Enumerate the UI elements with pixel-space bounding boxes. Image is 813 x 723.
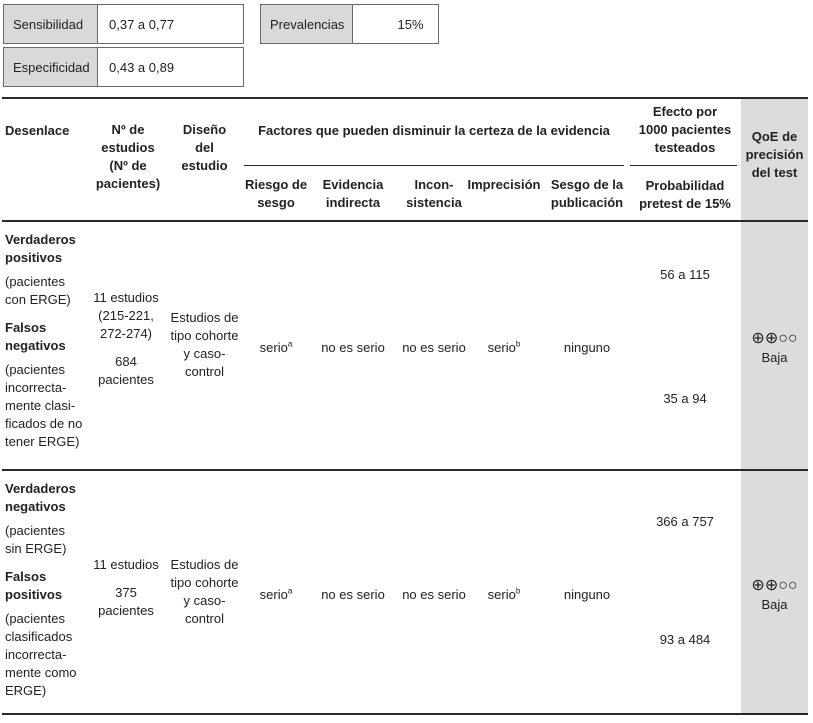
specificity-value: 0,43 a 0,89 [97, 47, 244, 87]
sensitivity-value: 0,37 a 0,77 [97, 4, 244, 44]
row2-publication-bias: ninguno [563, 587, 611, 602]
specificity-label: Especificidad [3, 47, 98, 87]
row1-design: Estudios de tipo cohorte y caso- control [170, 310, 239, 379]
header-pretest: Probabilidad pretest de 15% [639, 178, 731, 211]
table-bottom-rule [2, 713, 808, 715]
row2-outcome: Verdaderos negativos (pacientes sin ERGE) Falsos positivos (pacientes clasificados incorrecta- mente como ERGE) [5, 481, 77, 698]
row1-outcome: Verdaderos positivos (pacientes con ERGE) Falsos negativos (pacientes incorrecta- mente clasi- ficados de no tener ERGE) [5, 232, 83, 449]
row1-publication-bias: ninguno [563, 340, 611, 355]
row1-effect-a: 56 a 115 [660, 267, 710, 282]
factors-underline [244, 165, 624, 166]
row1-risk-of-bias: serio$^a$ [259, 339, 293, 355]
effect-underline [630, 165, 737, 166]
prevalence-label: Prevalencias [260, 4, 353, 44]
header-n-studies: Nº de estudios (Nº de pacientes) [95, 122, 161, 191]
row2-risk-of-bias: serio$^a$ [259, 586, 293, 602]
row2-effect-a: 366 a 757 [656, 514, 714, 529]
header-inconsistency: Incon- sistencia [406, 177, 462, 210]
sensitivity-label: Sensibilidad [3, 4, 98, 44]
row2-design: Estudios de tipo cohorte y caso- control [170, 557, 239, 626]
header-outcome: Desenlace [5, 123, 70, 138]
header-bottom-rule [2, 220, 808, 222]
row2-inconsistency: no es serio [402, 587, 466, 602]
header-factors: Factores que pueden disminuir la certeza de la evidencia [258, 123, 610, 138]
row1-qoe-symbols-icon: ⊕⊕○○ [751, 330, 798, 347]
row2-qoe-label: Baja [761, 597, 788, 612]
header-qoe: QoE de precisión del test [745, 129, 804, 180]
header-effect: Efecto por 1000 pacientes testeados [638, 104, 732, 155]
row2-qoe-symbols-icon: ⊕⊕○○ [751, 577, 798, 594]
table-top-rule [2, 97, 808, 99]
row1-effect-b: 35 a 94 [663, 391, 707, 406]
header-design: Diseño del estudio [181, 122, 228, 173]
row1-studies: 11 estudios (215-221, 272-274) 684 pacientes [93, 290, 159, 387]
row2-studies: 11 estudios 375 pacientes [93, 557, 159, 618]
header-indirectness: Evidencia indirecta [322, 177, 384, 210]
prevalence-value: 15% [352, 4, 439, 44]
row1-imprecision: serio$^b$ [487, 339, 521, 355]
header-risk-of-bias: Riesgo de sesgo [244, 177, 308, 210]
row2-effect-b: 93 a 484 [659, 632, 711, 647]
row2-indirectness: no es serio [321, 587, 385, 602]
row1-indirectness: no es serio [321, 340, 385, 355]
header-publication-bias: Sesgo de la publicación [550, 177, 624, 210]
header-imprecision: Imprecisión [467, 177, 541, 192]
row2-imprecision: serio$^b$ [487, 586, 521, 602]
row1-qoe-label: Baja [761, 350, 788, 365]
row-divider [2, 469, 808, 471]
row1-inconsistency: no es serio [402, 340, 466, 355]
